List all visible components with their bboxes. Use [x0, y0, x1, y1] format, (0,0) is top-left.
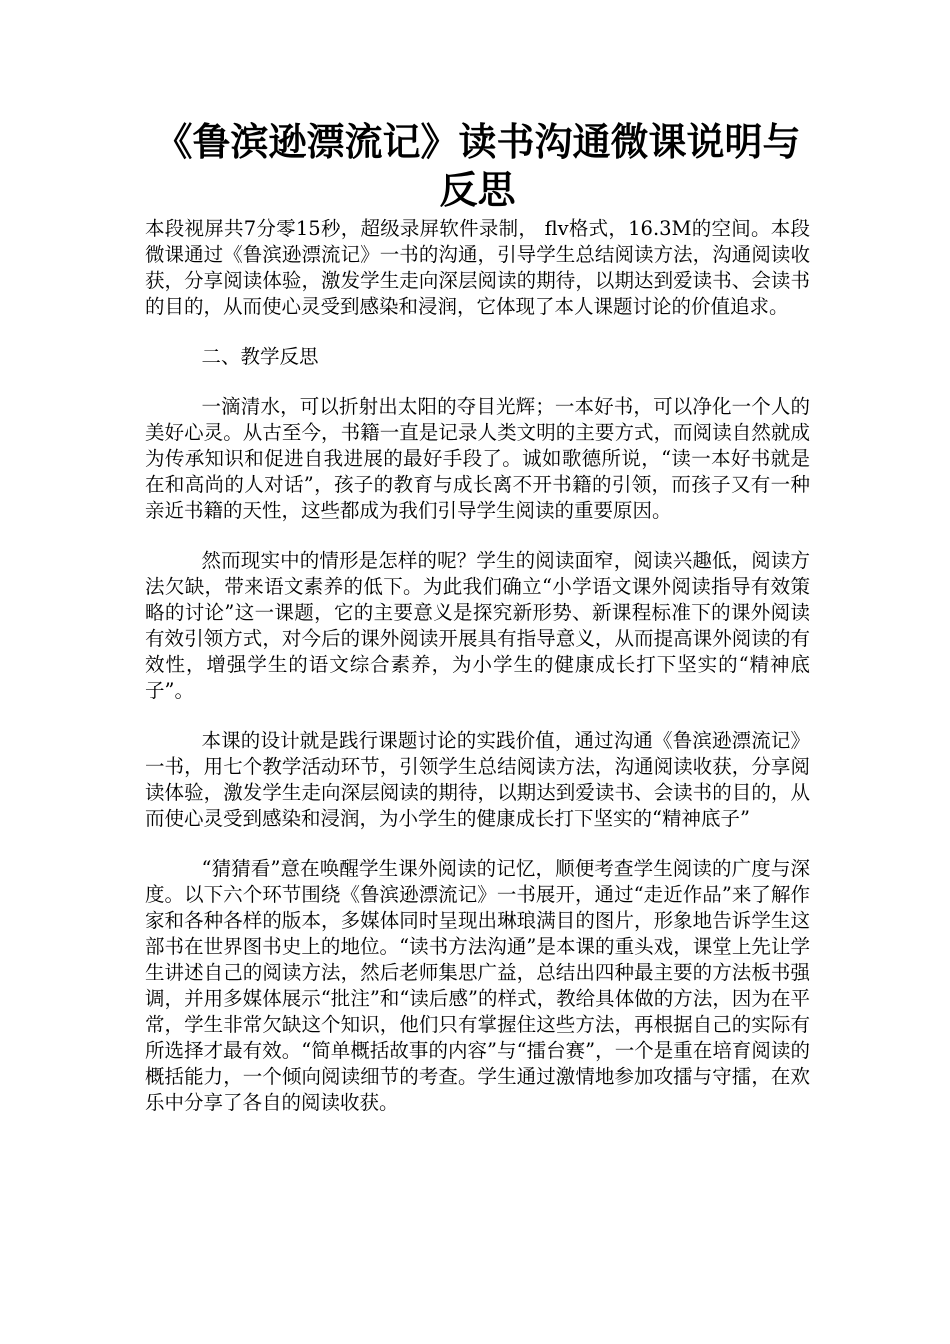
document-title: 《鲁滨逊漂流记》读书沟通微课说明与反思 — [154, 119, 801, 212]
section-heading: 二、教学反思 — [201, 345, 319, 368]
body-paragraph-4: “猜猜看”意在唤醒学生课外阅读的记忆，顺便考查学生阅读的广度与深度。以下六个环节围绕《鲁滨逊漂流记》一书展开，通过“走近作品”来了解作家和各种各样的版本，多媒体同时呈现出琳琅满目的图片，形象地告诉学生这部书在世界图书史上的地位。“读书方法沟通”是本课的重头戏，课堂上先让学生讲述自己的阅读方法，然后老师集思广益，总结出四种最主要的方法板书强调，并用多媒体展示“批注”和“读后感”的样式，教给具体做的方法，因为在平常，学生非常欠缺这个知识，他们只有掌握住这些方法，再根据自己的实际有所选择才最有效。“简单概括故事的内容”与“擂台赛”，一个是重在培育阅读的概括能力，一个倾向阅读细节的考查。学生通过激情地参加攻擂与守擂，在欢乐中分享了各自的阅读收获。 — [145, 857, 810, 1114]
intro-paragraph: 本段视屏共7分零15秒，超级录屏软件录制， flv格式，16.3M的空间。本段微课通过《鲁滨逊漂流记》一书的沟通，引导学生总结阅读方法，沟通阅读收获，分享阅读体验，激发学生走向深层阅读的期待，以期达到爱读书、会读书的目的，从而使心灵受到感染和浸润，它体现了本人课题讨论的价值追求。 — [145, 217, 810, 318]
body-paragraph-3: 本课的设计就是践行课题讨论的实践价值，通过沟通《鲁滨逊漂流记》一书，用七个教学活动环节，引领学生总结阅读方法，沟通阅读收获，分享阅读体验，激发学生走向深层阅读的期待，以期达到爱读书、会读书的目的，从而使心灵受到感染和浸润，为小学生的健康成长打下坚实的“精神底子” — [145, 729, 810, 830]
document-page — [145, 118, 810, 1116]
body-paragraph-2: 然而现实中的情形是怎样的呢？学生的阅读面窄，阅读兴趣低，阅读方法欠缺，带来语文素养的低下。为此我们确立“小学语文课外阅读指导有效策略的讨论”这一课题，它的主要意义是探究新形势、新课程标准下的课外阅读有效引领方式，对今后的课外阅读开展具有指导意义，从而提高课外阅读的有效性，增强学生的语文综合素养，为小学生的健康成长打下坚实的“精神底子”。 — [145, 549, 810, 702]
body-paragraph-1: 一滴清水，可以折射出太阳的夺目光辉；一本好书，可以净化一个人的美好心灵。从古至今，书籍一直是记录人类文明的主要方式，而阅读自然就成为传承知识和促进自我进展的最好手段了。诚如歌德所说，“读一本好书就是在和高尚的人对话”，孩子的教育与成长离不开书籍的引领，而孩子又有一种亲近书籍的天性，这些都成为我们引导学生阅读的重要原因。 — [145, 395, 810, 522]
